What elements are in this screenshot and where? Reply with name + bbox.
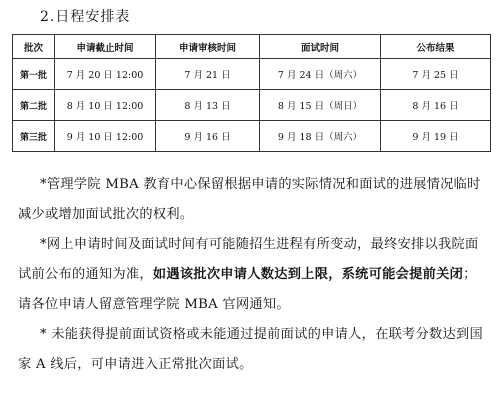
table-row bbox=[13, 121, 491, 152]
header-result: 公布结果 bbox=[381, 35, 491, 59]
notes-section bbox=[18, 170, 488, 380]
note-text: ；请各位申请人留意管理学院 MBA 官网通知。 bbox=[18, 267, 477, 312]
cell-batch: 第二批 bbox=[13, 90, 55, 121]
note-schedule-change bbox=[18, 230, 488, 320]
cell-deadline: 7 月 20 日 12:00 bbox=[55, 59, 156, 90]
cell-interview: 9 月 18 日（周六） bbox=[260, 121, 381, 152]
cell-review: 9 月 16 日 bbox=[156, 121, 260, 152]
note-bold-warning: 如遇该批次申请人数达到上限，系统可能会提前关闭 bbox=[152, 267, 464, 282]
cell-review: 7 月 21 日 bbox=[156, 59, 260, 90]
table-header-row bbox=[13, 35, 491, 59]
header-deadline: 申请截止时间 bbox=[55, 35, 156, 59]
cell-batch: 第三批 bbox=[13, 121, 55, 152]
section-title: 2.日程安排表 bbox=[40, 9, 131, 25]
table-row bbox=[13, 90, 491, 121]
cell-result: 8 月 16 日 bbox=[381, 90, 491, 121]
cell-deadline: 9 月 10 日 12:00 bbox=[55, 121, 156, 152]
cell-interview: 8 月 15 日（周日） bbox=[260, 90, 381, 121]
cell-result: 7 月 25 日 bbox=[381, 59, 491, 90]
cell-review: 8 月 13 日 bbox=[156, 90, 260, 121]
header-interview: 面试时间 bbox=[260, 35, 381, 59]
header-review: 申请审核时间 bbox=[156, 35, 260, 59]
cell-deadline: 8 月 10 日 12:00 bbox=[55, 90, 156, 121]
table-row bbox=[13, 59, 491, 90]
note-text: *网上申请时间及面试时间有可能随招生进程有所变动，最终安排以我院面试前公布的通知为准， bbox=[18, 237, 479, 282]
schedule-table bbox=[12, 34, 491, 152]
header-batch: 批次 bbox=[13, 35, 55, 59]
cell-batch: 第一批 bbox=[13, 59, 55, 90]
cell-interview: 7 月 24 日（周六） bbox=[260, 59, 381, 90]
cell-result: 9 月 19 日 bbox=[381, 121, 491, 152]
note-batch-adjustment: *管理学院 MBA 教育中心保留根据申请的实际情况和面试的进展情况临时减少或增加面试批次的权利。 bbox=[18, 177, 481, 222]
note-regular-batch: * 未能获得提前面试资格或未能通过提前面试的申请人，在联考分数达到国家 A 线后，可申请进入正常批次面试。 bbox=[18, 327, 483, 372]
